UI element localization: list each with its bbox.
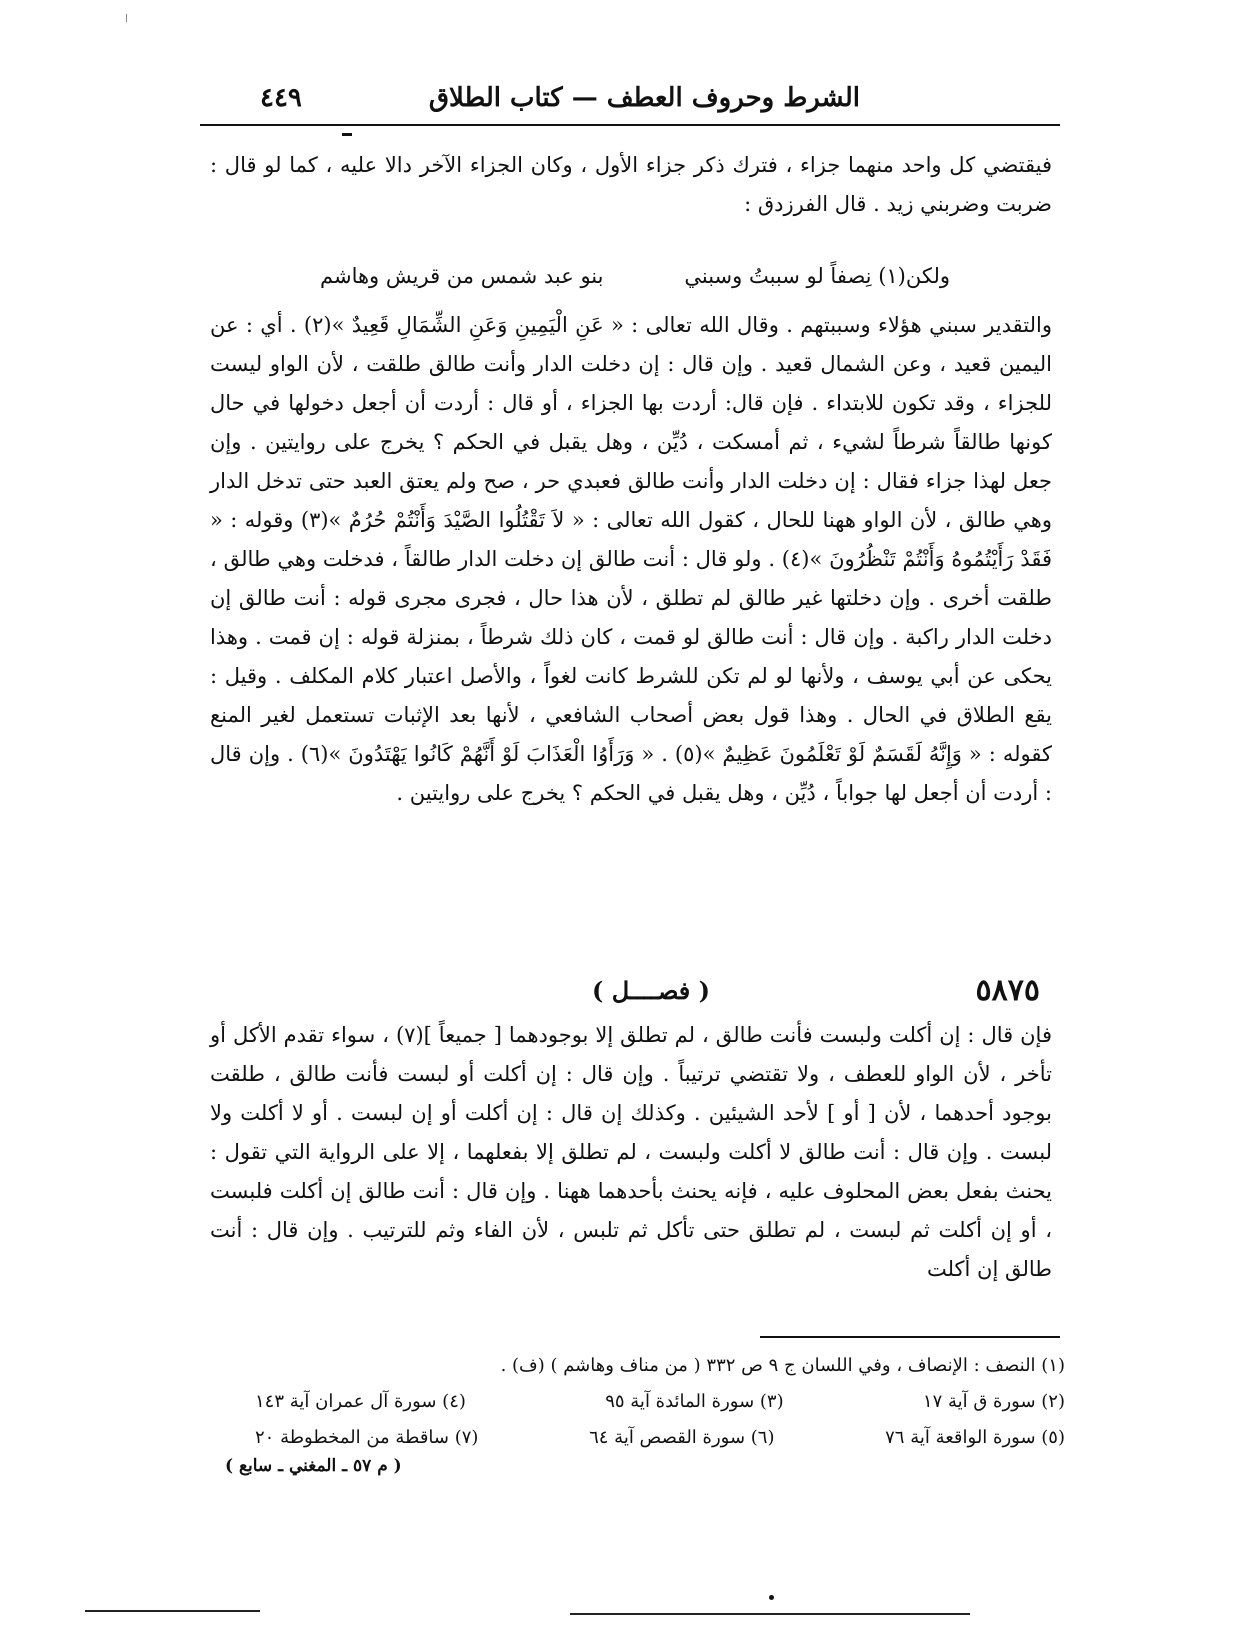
paragraph-main: والتقدير سبني هؤلاء وسببتهم . وقال الله تعالى : « عَنِ الْيَمِينِ وَعَنِ الشِّمَالِ قَعِيدٌ »(٢) . أي : عن اليمين قعيد ، وعن الشمال قعيد . وإن قال : إن دخلت الدار وأنت طالق طلقت ، لأن الواو ليست للجزاء ، وقد تكون للابتداء . فإن قال: أردت بها الجزاء ، أو قال : أردت أن أجعل دخولها في حال كونها طالقاً شرطاً لشيء ، ثم أمسكت ، دُيِّن ، وهل يقبل في الحكم ؟ يخرج على روايتين . وإن جعل لهذا جزاء فقال : إن دخلت الدار وأنت طالق فعبدي حر ، صح ولم يعتق العبد حتى تدخل الدار وهي طالق ، لأن الواو ههنا للحال ، كقول الله تعالى : « لاَ تَقْتُلُوا الصَّيْدَ وَأَنْتُمْ حُرُمٌ »(٣) وقوله : « فَقَدْ رَأَيْتُمُوهُ وَأَنْتُمْ تَنْظُرُونَ »(٤) . ولو قال : أنت طالق إن دخلت الدار طالقاً ، فدخلت وهي طالق ، طلقت أخرى . وإن دخلتها غير طالق لم تطلق ، لأن هذا حال ، فجرى مجرى قوله : أنت طالق إن دخلت الدار راكبة . وإن قال : أنت طالق لو قمت ، كان ذلك شرطاً ، بمنزلة قوله : إن قمت . وهذا يحكى عن أبي يوسف ، ولأنها لو لم تكن للشرط كانت لغواً ، والأصل اعتبار كلام المكلف . وقيل : يقع الطلاق في الحال . وهذا قول بعض أصحاب الشافعي ، لأنها بعد الإثبات تستعمل لغير المنع كقوله : « وَإِنَّهُ لَقَسَمٌ لَوْ تَعْلَمُونَ عَظِيمٌ »(٥) . « وَرَأَوُا الْعَذَابَ لَوْ أَنَّهُمْ كَانُوا يَهْتَدُونَ »(٦) . وإن قال : أردت أن أجعل لها جواباً ، دُيِّن ، وهل يقبل في الحكم ؟ يخرج على روايتين . [210,313,1053,805]
scan-mark [126,14,127,22]
header-tick [342,133,352,136]
section-number: ٥٨٧٥ [975,972,1040,1008]
poem-hemistich-first: ولكن(١) نِصفاً لو سببتُ وسبني [684,264,950,288]
header-rule [200,124,1060,126]
bottom-rule-right [570,1613,970,1615]
footnote-4: (٤) سورة آل عمران آية ١٤٣ [255,1391,466,1412]
page-dot [769,1595,774,1600]
footnote-row [255,1420,1065,1456]
footnote-7: (٧) ساقطة من المخطوطة ٢٠ [255,1427,479,1448]
section-heading [260,968,1040,1012]
footnote-1: (١) النصف : الإنصاف ، وفي اللسان ج ٩ ص ٣٣٢ ( من مناف وهاشم ) (ف) . [500,1355,1065,1376]
paragraph-intro: فيقتضي كل واحد منهما جزاء ، فترك ذكر جزاء الأول ، وكان الجزاء الآخر دالا عليه ، كما لو قال : ضربت وضربني زيد . قال الفرزدق : [210,153,1052,216]
poem-hemistich-second: بنو عبد شمس من قريش وهاشم [320,264,604,288]
footnote-5: (٥) سورة الواقعة آية ٧٦ [885,1427,1065,1448]
page-number: ٤٤٩ [260,83,302,113]
footnote-3: (٣) سورة المائدة آية ٩٥ [605,1391,784,1412]
footnote-rule [760,1336,1060,1338]
footnote-6: (٦) سورة القصص آية ٦٤ [589,1427,775,1448]
poem-verse [320,264,950,288]
running-title: الشرط وحروف العطف — كتاب الطلاق [428,83,860,113]
page-header [260,78,860,118]
section-title: ( فصــــل ) [591,975,710,1005]
bottom-rule-left [85,1610,260,1612]
volume-reference: ( م ٥٧ ـ المغني ـ سابع ) [225,1456,402,1476]
paragraph-section: فإن قال : إن أكلت ولبست فأنت طالق ، لم تطلق إلا بوجودهما [ جميعاً ](٧) ، سواء تقدم الأكل أو تأخر ، لأن الواو للعطف ، ولا تقتضي ترتيباً . وإن قال : إن أكلت أو لبست فأنت طالق ، طلقت بوجود أحدهما ، لأن [ أو ] لأحد الشيئين . وكذلك إن قال : إن أكلت أو إن لبست . أو لا أكلت ولا لبست . وإن قال : أنت طالق لا أكلت ولبست ، لم تطلق إلا بفعلهما ، إلا على الرواية التي تقول : يحنث بفعل بعض المحلوف عليه ، فإنه يحنث بأحدهما ههنا . وإن قال : أنت طالق إن أكلت فلبست ، أو إن أكلت ثم لبست ، لم تطلق حتى تأكل ثم تلبس ، لأن الفاء وثم للترتيب . وإن قال : أنت طالق إن أكلت [210,1023,1052,1281]
footnote-2: (٢) سورة ق آية ١٧ [922,1391,1065,1412]
footnote-row [255,1384,1065,1420]
footnotes [255,1348,1065,1456]
